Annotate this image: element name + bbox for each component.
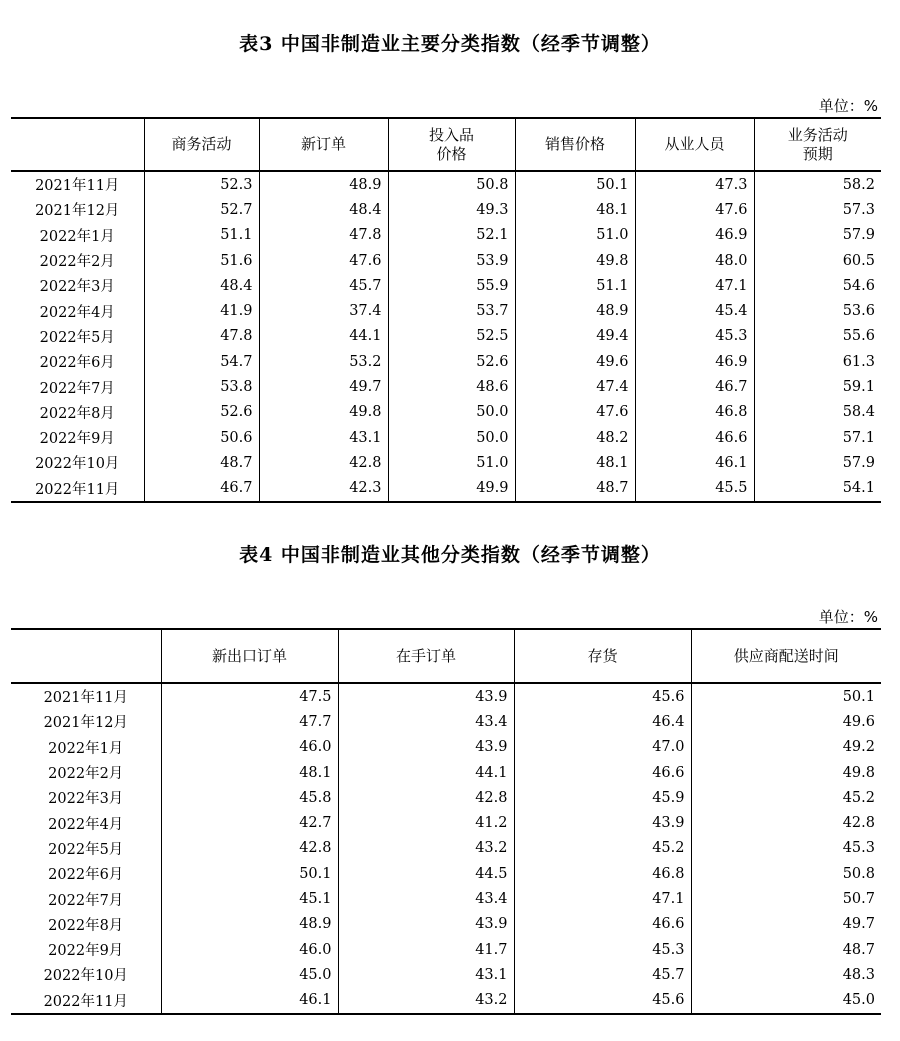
- table-cell: 47.0: [514, 735, 691, 760]
- table-cell: 46.4: [514, 709, 691, 734]
- table-cell: 61.3: [754, 349, 881, 374]
- table-cell: 53.7: [388, 298, 515, 323]
- table-cell: 43.2: [338, 988, 514, 1014]
- table-cell: 45.8: [161, 785, 338, 810]
- table-row: [11, 171, 881, 197]
- table-cell: 48.3: [691, 962, 881, 987]
- table-cell: 44.5: [338, 861, 514, 886]
- table-cell: 41.7: [338, 937, 514, 962]
- table-cell: 45.3: [691, 836, 881, 861]
- table4-unit-label: 单位：%: [818, 608, 878, 626]
- table4-column-header: 新出口订单: [161, 629, 338, 683]
- table-cell: 47.1: [514, 886, 691, 911]
- table-cell: 53.2: [259, 349, 388, 374]
- table-row: [11, 988, 881, 1014]
- table-cell: 45.1: [161, 886, 338, 911]
- table-cell: 58.2: [754, 171, 881, 197]
- table-cell: 42.3: [259, 476, 388, 502]
- table-row: [11, 248, 881, 273]
- table-cell: 48.2: [515, 425, 635, 450]
- table-cell: 48.9: [259, 171, 388, 197]
- row-label: 2022年2月: [39, 254, 115, 271]
- table-cell: 51.1: [515, 273, 635, 298]
- table-cell: 47.6: [515, 400, 635, 425]
- table-cell: 55.9: [388, 273, 515, 298]
- table-cell: 50.0: [388, 400, 515, 425]
- table-cell: 46.9: [635, 223, 754, 248]
- row-label: 2022年3月: [48, 791, 124, 808]
- table3-column-header: 从业人员: [635, 118, 754, 171]
- table-cell: 53.9: [388, 248, 515, 273]
- table-row: [11, 683, 881, 709]
- table-cell: 47.6: [635, 197, 754, 222]
- table-cell: 48.7: [515, 476, 635, 502]
- table3-body: [11, 171, 881, 502]
- table-cell: 49.8: [259, 400, 388, 425]
- table3-title: 表3 中国非制造业主要分类指数（经季节调整）: [239, 33, 661, 55]
- table-cell: 47.8: [259, 223, 388, 248]
- table4-other-indices: [11, 628, 881, 1015]
- row-label: 2022年2月: [48, 766, 124, 783]
- table-cell: 47.4: [515, 374, 635, 399]
- table4-column-header: 供应商配送时间: [691, 629, 881, 683]
- table4-body: [11, 683, 881, 1014]
- table-cell: 52.6: [144, 400, 259, 425]
- table-cell: 45.6: [514, 988, 691, 1014]
- table-cell: 47.8: [144, 324, 259, 349]
- row-label: 2021年12月: [43, 715, 128, 732]
- table4-title: 表4 中国非制造业其他分类指数（经季节调整）: [239, 544, 661, 566]
- table-cell: 48.4: [144, 273, 259, 298]
- row-label: 2022年10月: [43, 968, 128, 985]
- table-cell: 52.1: [388, 223, 515, 248]
- table-cell: 41.9: [144, 298, 259, 323]
- table-cell: 48.1: [515, 197, 635, 222]
- table-cell: 48.9: [161, 912, 338, 937]
- table-cell: 41.2: [338, 810, 514, 835]
- table-cell: 46.7: [635, 374, 754, 399]
- table-cell: 49.4: [515, 324, 635, 349]
- table-row: [11, 912, 881, 937]
- row-label: 2022年3月: [39, 279, 115, 296]
- table3-header-corner: [11, 118, 144, 171]
- table-row: [11, 349, 881, 374]
- table-cell: 42.8: [691, 810, 881, 835]
- table-cell: 37.4: [259, 298, 388, 323]
- table-cell: 57.9: [754, 223, 881, 248]
- row-label: 2022年5月: [48, 841, 124, 858]
- table-cell: 47.6: [259, 248, 388, 273]
- table-cell: 49.8: [691, 760, 881, 785]
- table3-unit-label: 单位：%: [818, 97, 878, 115]
- row-label: 2022年8月: [39, 405, 115, 422]
- table3-column-header: 业务活动 预期: [754, 118, 881, 171]
- table-cell: 42.8: [259, 450, 388, 475]
- table-row: [11, 886, 881, 911]
- table-cell: 55.6: [754, 324, 881, 349]
- table4-column-header: 存货: [514, 629, 691, 683]
- table-cell: 43.4: [338, 709, 514, 734]
- table-cell: 48.4: [259, 197, 388, 222]
- table-row: [11, 760, 881, 785]
- table-cell: 45.6: [514, 683, 691, 709]
- row-label: 2022年9月: [48, 943, 124, 960]
- table-cell: 60.5: [754, 248, 881, 273]
- table-cell: 45.0: [161, 962, 338, 987]
- table-cell: 54.6: [754, 273, 881, 298]
- table-cell: 49.3: [388, 197, 515, 222]
- row-label: 2021年11月: [43, 690, 128, 707]
- row-label: 2022年7月: [48, 892, 124, 909]
- table-cell: 50.1: [515, 171, 635, 197]
- row-label: 2022年8月: [48, 917, 124, 934]
- table3-column-header: 新订单: [259, 118, 388, 171]
- table-cell: 45.7: [514, 962, 691, 987]
- table-cell: 53.8: [144, 374, 259, 399]
- table-cell: 48.7: [144, 450, 259, 475]
- table-row: [11, 324, 881, 349]
- table-cell: 48.1: [515, 450, 635, 475]
- table-row: [11, 425, 881, 450]
- table-cell: 46.8: [635, 400, 754, 425]
- table-cell: 43.2: [338, 836, 514, 861]
- row-label: 2022年11月: [11, 988, 161, 1014]
- table-cell: 51.0: [515, 223, 635, 248]
- table-cell: 46.9: [635, 349, 754, 374]
- table-cell: 49.8: [515, 248, 635, 273]
- table-cell: 43.9: [514, 810, 691, 835]
- table-cell: 57.1: [754, 425, 881, 450]
- row-label: 2022年6月: [39, 355, 115, 372]
- table-cell: 51.6: [144, 248, 259, 273]
- table-cell: 54.1: [754, 476, 881, 502]
- table-cell: 45.9: [514, 785, 691, 810]
- row-label: 2022年1月: [39, 228, 115, 245]
- table-cell: 52.7: [144, 197, 259, 222]
- table-cell: 46.8: [514, 861, 691, 886]
- table-row: [11, 861, 881, 886]
- table-cell: 45.4: [635, 298, 754, 323]
- table-cell: 47.3: [635, 171, 754, 197]
- table4-header: [11, 629, 881, 683]
- table-cell: 50.8: [388, 171, 515, 197]
- table-cell: 46.7: [144, 476, 259, 502]
- table-cell: 43.1: [259, 425, 388, 450]
- table-row: [11, 836, 881, 861]
- table-row: [11, 785, 881, 810]
- table-cell: 51.0: [388, 450, 515, 475]
- table-cell: 52.6: [388, 349, 515, 374]
- table3-column-header: 销售价格: [515, 118, 635, 171]
- table-cell: 57.9: [754, 450, 881, 475]
- table-row: [11, 810, 881, 835]
- table-cell: 47.1: [635, 273, 754, 298]
- table-cell: 49.9: [388, 476, 515, 502]
- table-cell: 50.1: [161, 861, 338, 886]
- table-cell: 53.6: [754, 298, 881, 323]
- table-cell: 52.5: [388, 324, 515, 349]
- table-cell: 47.5: [161, 683, 338, 709]
- row-label: 2021年12月: [35, 203, 120, 220]
- table-cell: 57.3: [754, 197, 881, 222]
- table-cell: 50.8: [691, 861, 881, 886]
- table-cell: 44.1: [338, 760, 514, 785]
- table-cell: 59.1: [754, 374, 881, 399]
- table-cell: 47.7: [161, 709, 338, 734]
- table-cell: 49.6: [691, 709, 881, 734]
- table-cell: 42.8: [338, 785, 514, 810]
- table-row: [11, 400, 881, 425]
- table-cell: 44.1: [259, 324, 388, 349]
- table-cell: 46.1: [635, 450, 754, 475]
- table-row: [11, 223, 881, 248]
- table-cell: 50.7: [691, 886, 881, 911]
- row-label: 2022年6月: [48, 867, 124, 884]
- table-cell: 48.1: [161, 760, 338, 785]
- row-label: 2022年4月: [48, 816, 124, 833]
- table-cell: 54.7: [144, 349, 259, 374]
- table-cell: 48.7: [691, 937, 881, 962]
- table-cell: 43.4: [338, 886, 514, 911]
- row-label: 2022年9月: [39, 431, 115, 448]
- table-cell: 48.0: [635, 248, 754, 273]
- table3-column-header: 商务活动: [144, 118, 259, 171]
- table-cell: 43.9: [338, 912, 514, 937]
- table-cell: 49.7: [259, 374, 388, 399]
- row-label: 2022年1月: [48, 740, 124, 757]
- table-row: [11, 937, 881, 962]
- table-cell: 51.1: [144, 223, 259, 248]
- table-row: [11, 709, 881, 734]
- table-cell: 49.7: [691, 912, 881, 937]
- table-cell: 45.5: [635, 476, 754, 502]
- table-cell: 46.0: [161, 937, 338, 962]
- table-cell: 46.1: [161, 988, 338, 1014]
- table-cell: 42.7: [161, 810, 338, 835]
- table-cell: 48.9: [515, 298, 635, 323]
- row-label: 2022年4月: [39, 304, 115, 321]
- table-cell: 50.0: [388, 425, 515, 450]
- table-cell: 50.6: [144, 425, 259, 450]
- table-cell: 45.2: [691, 785, 881, 810]
- table3-main-indices: [11, 117, 881, 503]
- table-cell: 45.7: [259, 273, 388, 298]
- table-cell: 46.6: [635, 425, 754, 450]
- table-cell: 43.9: [338, 735, 514, 760]
- row-label: 2022年10月: [35, 456, 120, 473]
- table-cell: 45.3: [635, 324, 754, 349]
- table-cell: 48.6: [388, 374, 515, 399]
- table-cell: 49.2: [691, 735, 881, 760]
- row-label: 2021年11月: [35, 178, 120, 195]
- table-row: [11, 450, 881, 475]
- table-cell: 43.9: [338, 683, 514, 709]
- table-row: [11, 735, 881, 760]
- table-cell: 45.2: [514, 836, 691, 861]
- table-row: [11, 476, 881, 502]
- table-row: [11, 273, 881, 298]
- table3-header: [11, 118, 881, 171]
- table-cell: 43.1: [338, 962, 514, 987]
- table4-column-header: 在手订单: [338, 629, 514, 683]
- table-row: [11, 374, 881, 399]
- table-row: [11, 298, 881, 323]
- table-cell: 45.3: [514, 937, 691, 962]
- table-cell: 58.4: [754, 400, 881, 425]
- row-label: 2022年7月: [39, 380, 115, 397]
- table-cell: 46.0: [161, 735, 338, 760]
- table-cell: 49.6: [515, 349, 635, 374]
- table-cell: 45.0: [691, 988, 881, 1014]
- table-row: [11, 962, 881, 987]
- table-cell: 50.1: [691, 683, 881, 709]
- row-label: 2022年11月: [11, 476, 144, 502]
- table-cell: 46.6: [514, 912, 691, 937]
- table3-column-header: 投入品 价格: [388, 118, 515, 171]
- table-row: [11, 197, 881, 222]
- table-cell: 52.3: [144, 171, 259, 197]
- table-cell: 46.6: [514, 760, 691, 785]
- table4-header-corner: [11, 629, 161, 683]
- row-label: 2022年5月: [39, 329, 115, 346]
- table-cell: 42.8: [161, 836, 338, 861]
